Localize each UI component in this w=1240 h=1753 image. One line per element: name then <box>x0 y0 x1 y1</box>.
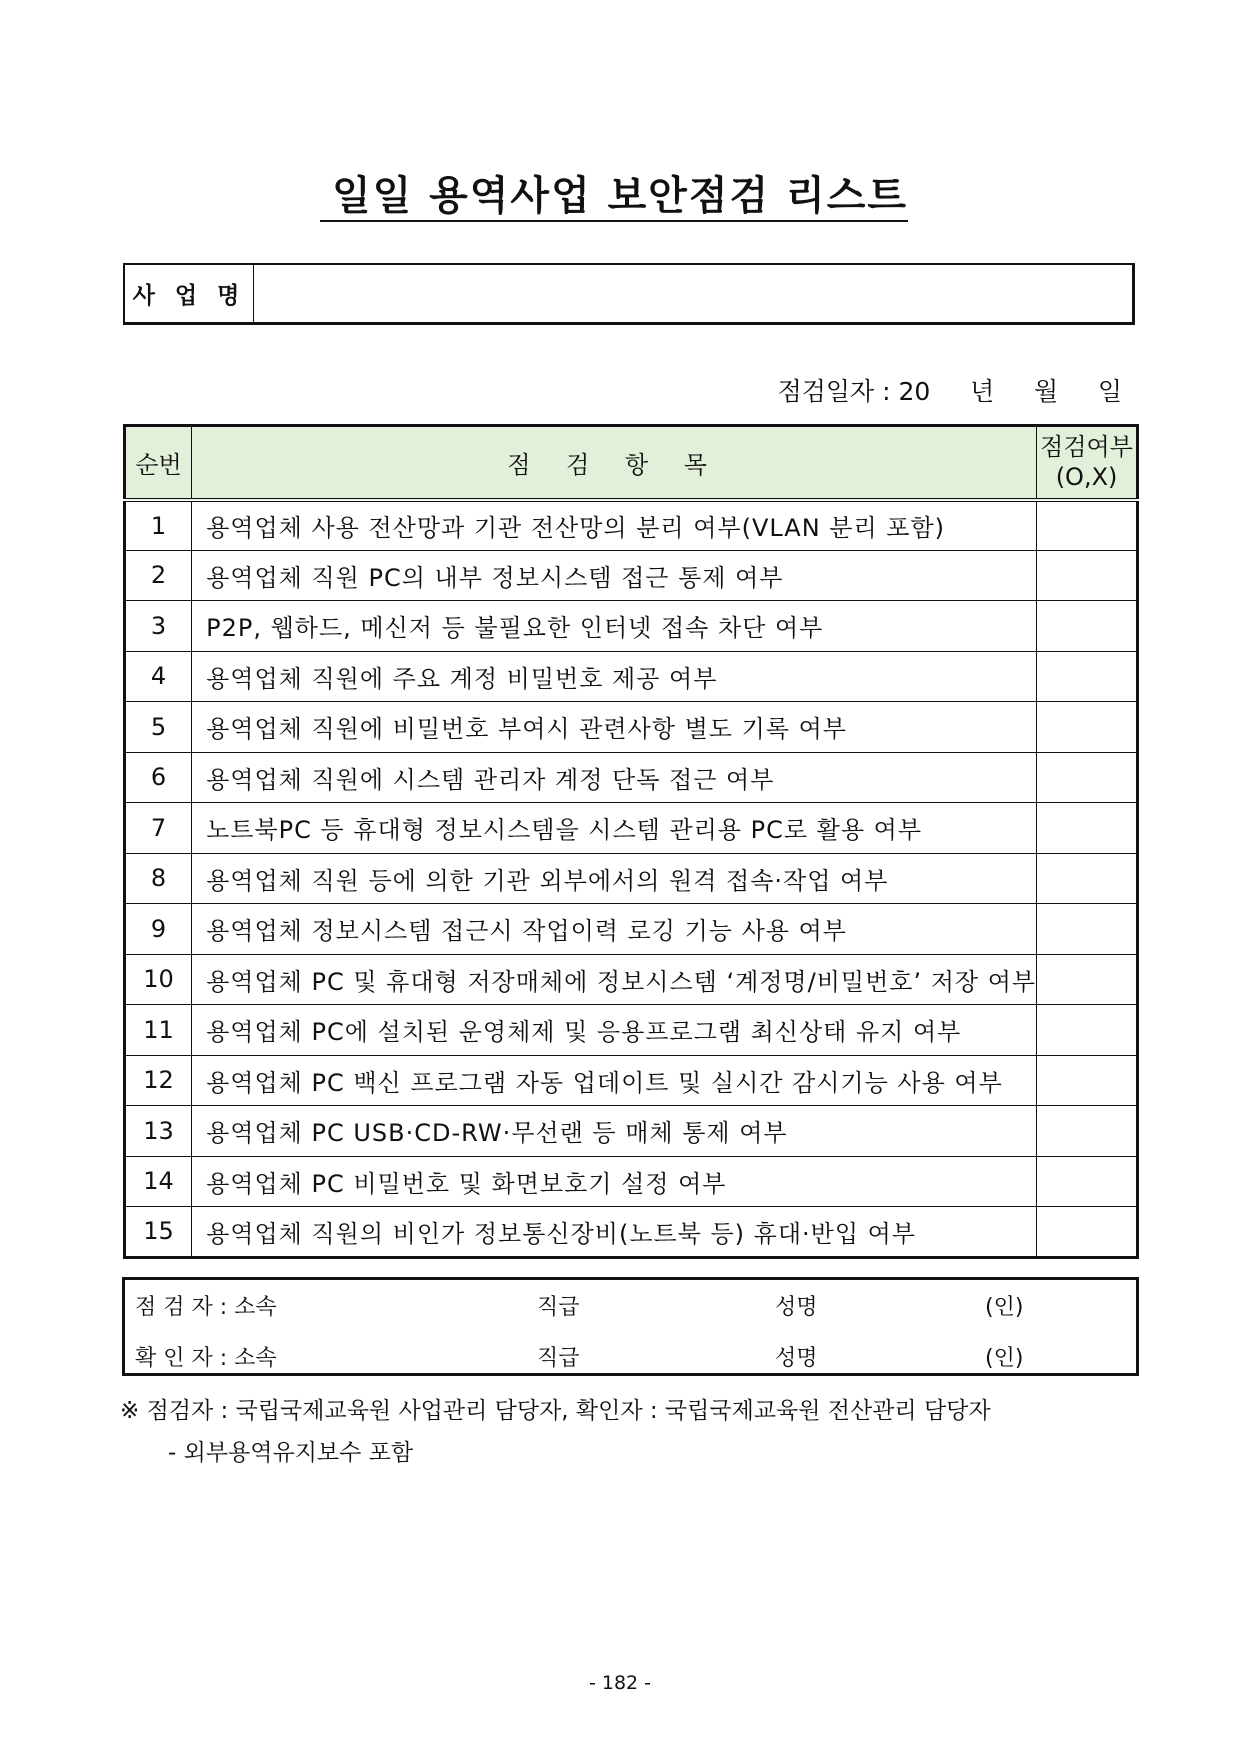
inspector-seal: (인) <box>985 1295 1024 1320</box>
table-row <box>125 601 1138 652</box>
row-item: 용역업체 PC 백신 프로그램 자동 업데이트 및 실시간 감시기능 사용 여부 <box>192 1055 1037 1106</box>
row-item: 용역업체 PC에 설치된 운영체제 및 응용프로그램 최신상태 유지 여부 <box>192 1005 1037 1056</box>
row-check-cell[interactable] <box>1037 601 1138 652</box>
row-item: 용역업체 PC 비밀번호 및 화면보호기 설정 여부 <box>192 1156 1037 1207</box>
table-row <box>125 954 1138 1005</box>
confirmer-rank: 직급 <box>537 1346 580 1371</box>
business-name-label: 사 업 명 <box>125 265 254 322</box>
row-check-cell[interactable] <box>1037 651 1138 702</box>
row-check-cell[interactable] <box>1037 1106 1138 1157</box>
row-number: 3 <box>125 601 192 652</box>
row-item: 용역업체 PC USB·CD-RW·무선랜 등 매체 통제 여부 <box>192 1106 1037 1157</box>
footnote: ※ 점검자 : 국립국제교육원 사업관리 담당자, 확인자 : 국립국제교육원 전산관리 담당자 <box>120 1398 991 1424</box>
row-number: 7 <box>125 803 192 854</box>
signature-box <box>122 1277 1139 1376</box>
row-item: 용역업체 직원에 비밀번호 부여시 관련사항 별도 기록 여부 <box>192 702 1037 753</box>
table-row <box>125 803 1138 854</box>
row-number: 9 <box>125 904 192 955</box>
row-check-cell[interactable] <box>1037 904 1138 955</box>
inspector-rank: 직급 <box>537 1295 580 1320</box>
confirmer-seal: (인) <box>985 1346 1024 1371</box>
table-row <box>125 702 1138 753</box>
table-row <box>125 752 1138 803</box>
row-check-cell[interactable] <box>1037 752 1138 803</box>
row-item: 용역업체 정보시스템 접근시 작업이력 로깅 기능 사용 여부 <box>192 904 1037 955</box>
checklist-table <box>123 424 1139 1259</box>
table-row <box>125 1055 1138 1106</box>
row-item: 용역업체 PC 및 휴대형 저장매체에 정보시스템 ‘계정명/비밀번호’ 저장 여부 <box>192 954 1037 1005</box>
row-check-cell[interactable] <box>1037 853 1138 904</box>
row-item: 용역업체 직원 등에 의한 기관 외부에서의 원격 접속·작업 여부 <box>192 853 1037 904</box>
table-row <box>125 1156 1138 1207</box>
inspector-row <box>135 1290 1136 1320</box>
row-check-cell[interactable] <box>1037 500 1138 551</box>
inspection-date: 점검일자 : 20 년 월 일 <box>777 377 1122 406</box>
row-number: 10 <box>125 954 192 1005</box>
row-item: 용역업체 직원에 주요 계정 비밀번호 제공 여부 <box>192 651 1037 702</box>
confirmer-role: 확 인 자 : 소속 <box>135 1346 277 1371</box>
row-check-cell[interactable] <box>1037 954 1138 1005</box>
table-row <box>125 1207 1138 1258</box>
row-check-cell[interactable] <box>1037 702 1138 753</box>
footnote-sub: - 외부용역유지보수 포함 <box>168 1440 414 1466</box>
row-number: 2 <box>125 550 192 601</box>
row-item: 노트북PC 등 휴대형 정보시스템을 시스템 관리용 PC로 활용 여부 <box>192 803 1037 854</box>
row-check-cell[interactable] <box>1037 803 1138 854</box>
row-check-cell[interactable] <box>1037 1207 1138 1258</box>
row-number: 1 <box>125 500 192 551</box>
confirmer-row <box>135 1341 1136 1371</box>
header-check <box>1037 426 1138 500</box>
title-underline <box>320 220 908 222</box>
header-check-label: 점검여부 <box>1040 433 1133 462</box>
confirmer-name: 성명 <box>775 1346 818 1371</box>
row-item: 용역업체 직원 PC의 내부 정보시스템 접근 통제 여부 <box>192 550 1037 601</box>
row-number: 11 <box>125 1005 192 1056</box>
row-item: 용역업체 직원의 비인가 정보통신장비(노트북 등) 휴대·반입 여부 <box>192 1207 1037 1258</box>
inspector-name: 성명 <box>775 1295 818 1320</box>
row-check-cell[interactable] <box>1037 1055 1138 1106</box>
header-no: 순번 <box>125 426 192 500</box>
table-row <box>125 853 1138 904</box>
row-number: 12 <box>125 1055 192 1106</box>
row-item: 용역업체 직원에 시스템 관리자 계정 단독 접근 여부 <box>192 752 1037 803</box>
table-row <box>125 1106 1138 1157</box>
row-check-cell[interactable] <box>1037 550 1138 601</box>
row-item: P2P, 웹하드, 메신저 등 불필요한 인터넷 접속 차단 여부 <box>192 601 1037 652</box>
row-number: 14 <box>125 1156 192 1207</box>
table-row <box>125 1005 1138 1056</box>
page-title: 일일 용역사업 보안점검 리스트 <box>331 173 909 219</box>
table-row <box>125 651 1138 702</box>
row-number: 4 <box>125 651 192 702</box>
row-check-cell[interactable] <box>1037 1005 1138 1056</box>
page-number: - 182 - <box>588 1672 652 1694</box>
row-number: 5 <box>125 702 192 753</box>
row-number: 6 <box>125 752 192 803</box>
row-number: 8 <box>125 853 192 904</box>
row-check-cell[interactable] <box>1037 1156 1138 1207</box>
header-item: 점 검 항 목 <box>192 426 1037 500</box>
row-number: 13 <box>125 1106 192 1157</box>
row-item: 용역업체 사용 전산망과 기관 전산망의 분리 여부(VLAN 분리 포함) <box>192 500 1037 551</box>
table-row <box>125 550 1138 601</box>
table-row <box>125 904 1138 955</box>
row-number: 15 <box>125 1207 192 1258</box>
table-row <box>125 500 1138 551</box>
header-check-sub: (O,X) <box>1055 463 1118 492</box>
business-name-box <box>123 263 1135 325</box>
inspector-role: 점 검 자 : 소속 <box>135 1295 277 1320</box>
business-name-field[interactable] <box>254 265 1132 322</box>
